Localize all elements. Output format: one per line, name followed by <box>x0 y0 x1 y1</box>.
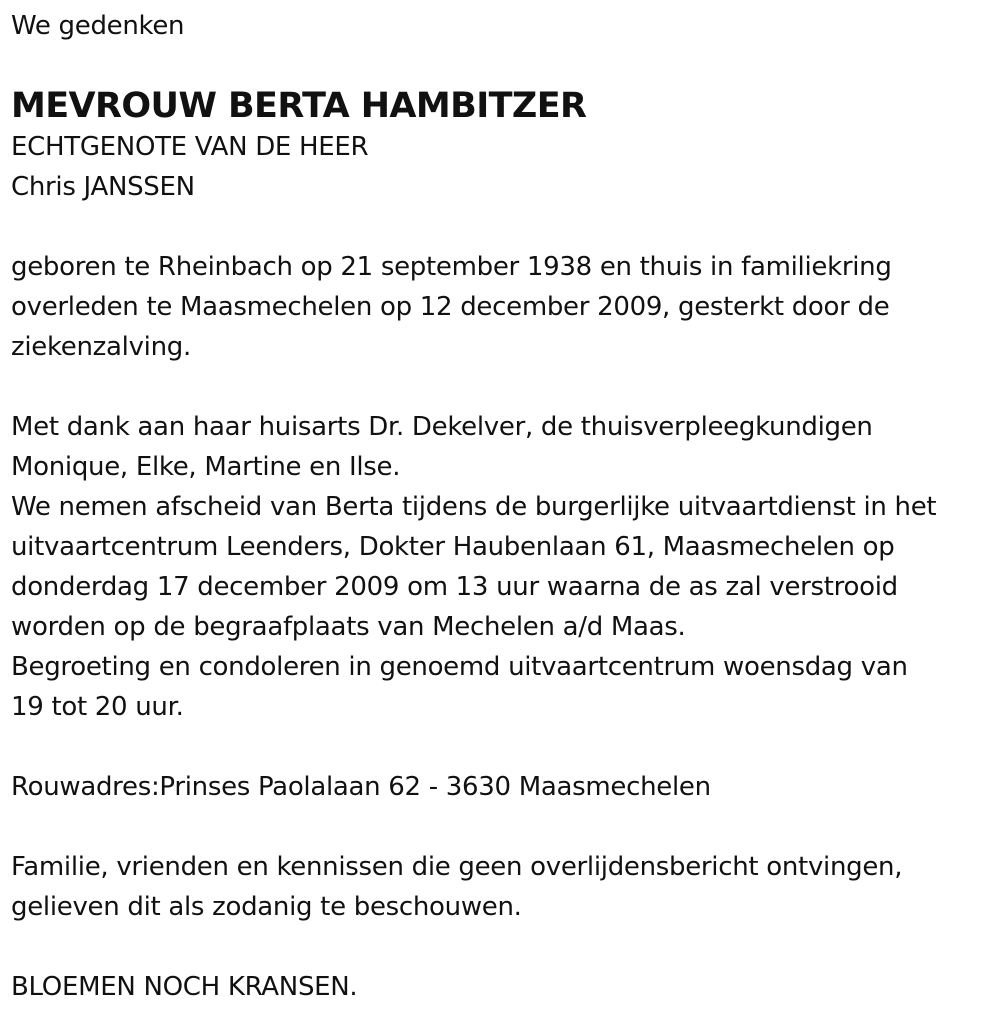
paragraph-line: Begroeting en condoleren in genoemd uitvaartcentrum woensdag van <box>11 652 908 682</box>
paragraph-line: ziekenzalving. <box>11 332 191 362</box>
birth-death-paragraph <box>11 247 996 367</box>
paragraph-line: We nemen afscheid van Berta tijdens de burgerlijke uitvaartdienst in het <box>11 492 937 522</box>
paragraph-line: geboren te Rheinbach op 21 september 1938 en thuis in familiekring <box>11 252 892 282</box>
visitation-paragraph <box>11 647 996 727</box>
obituary-notice <box>11 6 996 1007</box>
spouse-name: Chris JANSSEN <box>11 172 195 202</box>
notice-paragraph <box>11 847 996 927</box>
paragraph-line: Familie, vrienden en kennissen die geen overlijdensbericht ontvingen, <box>11 852 903 882</box>
paragraph-line: 19 tot 20 uur. <box>11 692 184 722</box>
intro-text: We gedenken <box>11 11 185 41</box>
spacer <box>11 807 996 847</box>
spouse-title: ECHTGENOTE VAN DE HEER <box>11 132 369 162</box>
paragraph-line: worden op de begraafplaats van Mechelen a/d Maas. <box>11 612 686 642</box>
ceremony-paragraph <box>11 487 996 647</box>
spacer <box>11 727 996 767</box>
paragraph-line: donderdag 17 december 2009 om 13 uur waarna de as zal verstrooid <box>11 572 898 602</box>
paragraph-line: overleden te Maasmechelen op 12 december 2009, gesterkt door de <box>11 292 890 322</box>
deceased-name: MEVROUW BERTA HAMBITZER <box>11 86 587 126</box>
thanks-paragraph <box>11 407 996 487</box>
mourning-address: Rouwadres:Prinses Paolalaan 62 - 3630 Maasmechelen <box>11 772 711 802</box>
paragraph-line: Met dank aan haar huisarts Dr. Dekelver, de thuisverpleegkundigen <box>11 412 873 442</box>
spacer <box>11 367 996 407</box>
paragraph-line: gelieven dit als zodanig te beschouwen. <box>11 892 522 922</box>
spacer <box>11 927 996 967</box>
spacer <box>11 207 996 247</box>
paragraph-line: uitvaartcentrum Leenders, Dokter Haubenlaan 61, Maasmechelen op <box>11 532 895 562</box>
closing-text: BLOEMEN NOCH KRANSEN. <box>11 972 358 1002</box>
paragraph-line: Monique, Elke, Martine en Ilse. <box>11 452 401 482</box>
